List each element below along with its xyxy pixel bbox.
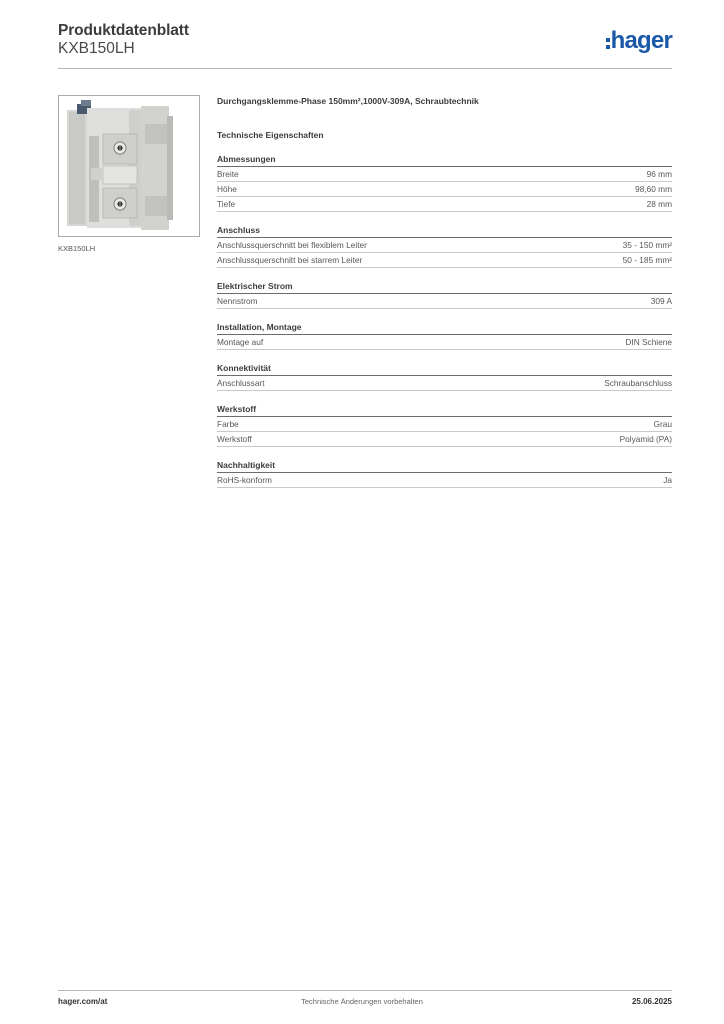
spec-value: Grau bbox=[653, 419, 672, 429]
spec-section-title: Anschluss bbox=[217, 224, 672, 238]
spec-section-title: Elektrischer Strom bbox=[217, 280, 672, 294]
spec-value: Ja bbox=[663, 475, 672, 485]
spec-section bbox=[217, 321, 672, 350]
spec-section-title: Konnektivität bbox=[217, 362, 672, 376]
spec-section-title: Nachhaltigkeit bbox=[217, 459, 672, 473]
product-description: Durchgangsklemme-Phase 150mm²,1000V-309A, Schraubtechnik bbox=[217, 96, 479, 106]
spec-label: Höhe bbox=[217, 184, 237, 194]
header-divider bbox=[58, 68, 672, 69]
spec-label: Anschlussquerschnitt bei flexiblem Leiter bbox=[217, 240, 367, 250]
spec-section bbox=[217, 362, 672, 391]
spec-label: Farbe bbox=[217, 419, 239, 429]
spec-label: Breite bbox=[217, 169, 239, 179]
spec-label: Nennstrom bbox=[217, 296, 258, 306]
spec-label: Tiefe bbox=[217, 199, 236, 209]
spec-section bbox=[217, 224, 672, 268]
spec-value: 98,60 mm bbox=[635, 184, 672, 194]
footer-date: 25.06.2025 bbox=[631, 997, 672, 1006]
spec-row bbox=[217, 294, 672, 309]
footer-notice: Technische Änderungen vorbehalten bbox=[301, 997, 423, 1006]
spec-content bbox=[217, 96, 672, 488]
spec-label: Anschlussquerschnitt bei starrem Leiter bbox=[217, 255, 363, 265]
spec-row bbox=[217, 376, 672, 391]
spec-section bbox=[217, 403, 672, 447]
spec-row bbox=[217, 473, 672, 488]
footer-website-link[interactable]: hager.com/at bbox=[58, 997, 108, 1006]
tech-properties-heading: Technische Eigenschaften bbox=[217, 130, 324, 140]
spec-value: 96 mm bbox=[646, 169, 672, 179]
spec-value: 50 - 185 mm² bbox=[622, 255, 672, 265]
spec-section bbox=[217, 459, 672, 488]
spec-value: 309 A bbox=[650, 296, 672, 306]
logo-dots-icon bbox=[606, 38, 610, 49]
spec-section-title: Werkstoff bbox=[217, 403, 672, 417]
footer-divider bbox=[58, 990, 672, 991]
spec-section bbox=[217, 153, 672, 212]
spec-row bbox=[217, 417, 672, 432]
spec-value: 35 - 150 mm² bbox=[622, 240, 672, 250]
spec-value: Polyamid (PA) bbox=[619, 434, 672, 444]
spec-row bbox=[217, 197, 672, 212]
spec-row bbox=[217, 335, 672, 350]
spec-value: 28 mm bbox=[646, 199, 672, 209]
spec-label: Anschlussart bbox=[217, 378, 265, 388]
spec-row bbox=[217, 432, 672, 447]
spec-row bbox=[217, 182, 672, 197]
spec-value: DIN Schiene bbox=[625, 337, 672, 347]
spec-label: Montage auf bbox=[217, 337, 264, 347]
spec-row bbox=[217, 253, 672, 268]
spec-row bbox=[217, 167, 672, 182]
spec-row bbox=[217, 238, 672, 253]
logo-wordmark: hager bbox=[610, 27, 672, 54]
spec-section-title: Installation, Montage bbox=[217, 321, 672, 335]
spec-sections bbox=[217, 153, 672, 488]
page-header bbox=[58, 20, 672, 70]
product-image bbox=[58, 95, 200, 237]
image-caption: KXB150LH bbox=[58, 244, 96, 253]
spec-section bbox=[217, 280, 672, 309]
page-title: Produktdatenblatt bbox=[58, 22, 189, 39]
hager-logo bbox=[606, 26, 672, 56]
spec-section-title: Abmessungen bbox=[217, 153, 672, 167]
product-code: KXB150LH bbox=[58, 40, 135, 57]
terminal-block-illustration bbox=[59, 96, 199, 236]
spec-label: Werkstoff bbox=[217, 434, 252, 444]
spec-label: RoHS-konform bbox=[217, 475, 272, 485]
spec-value: Schraubanschluss bbox=[604, 378, 672, 388]
